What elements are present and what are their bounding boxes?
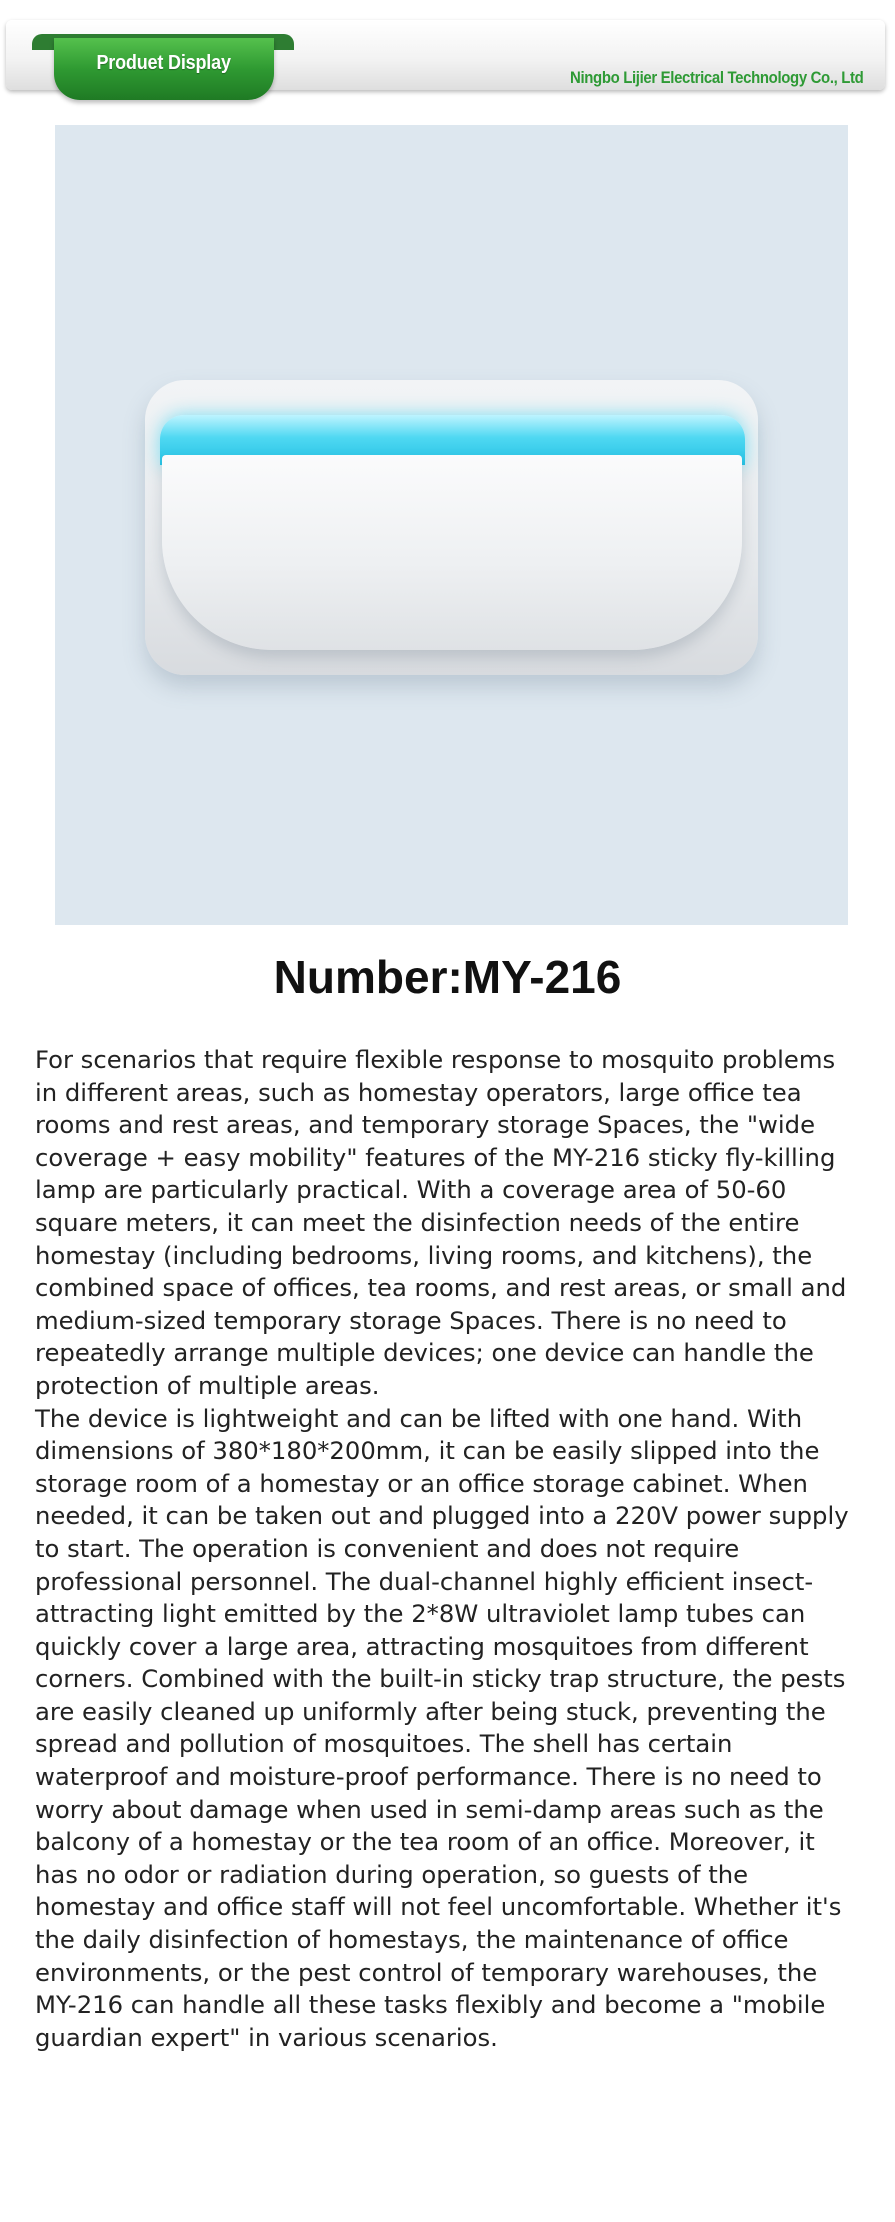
product-display-tab[interactable]: [54, 38, 274, 100]
description-paragraph: For scenarios that require flexible response to mosquito problems in different areas, such as homestay operators, large office tea rooms and rest areas, and temporary storage Spaces, the "wide coverage + easy mobility" features of the MY-216 sticky fly-killing lamp are particularly practical. With a coverage area of 50-60 square meters, it can meet the disinfection needs of the entire homestay (including bedrooms, living rooms, and kitchens), the combined space of offices, tea rooms, and rest areas, or small and medium-sized temporary storage Spaces. There is no need to repeatedly arrange multiple devices; one device can handle the protection of multiple areas.: [35, 1045, 847, 1400]
header-banner: [6, 20, 885, 90]
company-name: Ningbo Lijier Electrical Technology Co., Ltd: [569, 68, 863, 87]
product-description: [35, 1044, 865, 2054]
product-image: [55, 125, 848, 925]
model-number-title: Number:MY-216: [273, 951, 622, 1003]
product-display-tab-label: Produet Display: [96, 51, 232, 74]
description-paragraph: The device is lightweight and can be lifted with one hand. With dimensions of 380*180*200mm, it can be easily slipped into the storage room of a homestay or an office storage cabinet. When needed, it can be taken out and plugged into a 220V power supply to start. The operation is convenient and does not require professional personnel. The dual-channel highly efficient insect-attracting light emitted by the 2*8W ultraviolet lamp tubes can quickly cover a large area, attracting mosquitoes from different corners. Combined with the built-in sticky trap structure, the pests are easily cleaned up uniformly after being stuck, preventing the spread and pollution of mosquitoes. The shell has certain waterproof and moisture-proof performance. There is no need to worry about damage when used in semi-damp areas such as the balcony of a homestay or the tea room of an office. Moreover, it has no odor or radiation during operation, so guests of the homestay and office staff will not feel uncomfortable. Whether it's the daily disinfection of homestays, the maintenance of office environments, or the pest control of temporary warehouses, the MY-216 can handle all these tasks flexibly and become a "mobile guardian expert" in various scenarios.: [35, 1403, 849, 2052]
device-body: [162, 455, 742, 650]
